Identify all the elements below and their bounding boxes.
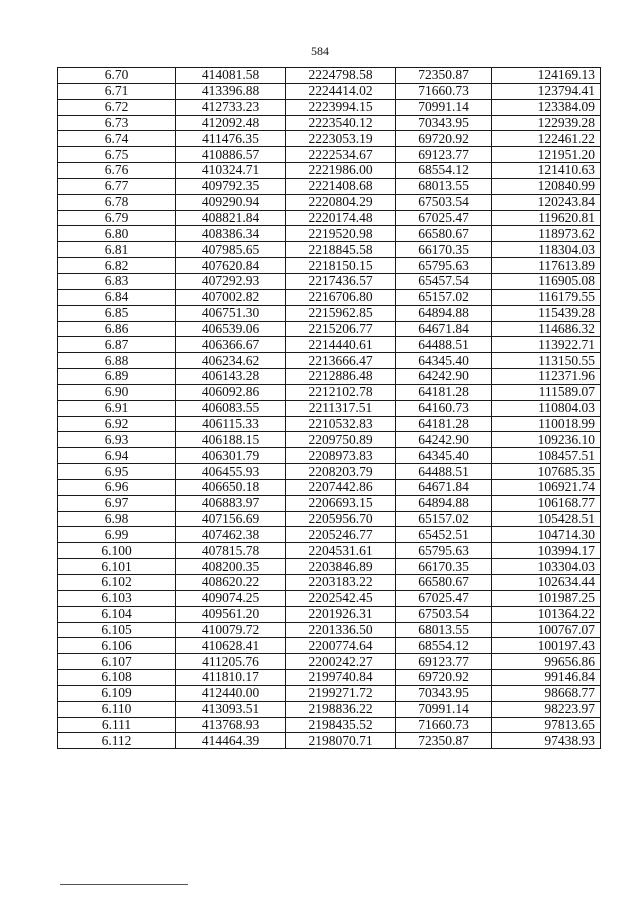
table-row	[58, 479, 601, 495]
x-value-cell: 406650.18	[176, 479, 286, 495]
dy-value-cell: 109236.10	[492, 432, 601, 448]
x-value-cell: 409792.35	[176, 178, 286, 194]
dy-value-cell: 118973.62	[492, 226, 601, 242]
row-id-cell: 6.89	[58, 369, 176, 385]
dx-value-cell: 64345.40	[396, 353, 492, 369]
dy-value-cell: 113150.55	[492, 353, 601, 369]
table-row	[58, 337, 601, 353]
table-row	[58, 670, 601, 686]
x-value-cell: 406301.79	[176, 448, 286, 464]
x-value-cell: 406883.97	[176, 495, 286, 511]
x-value-cell: 408620.22	[176, 575, 286, 591]
dx-value-cell: 65457.54	[396, 273, 492, 289]
dx-value-cell: 64345.40	[396, 448, 492, 464]
dx-value-cell: 64894.88	[396, 495, 492, 511]
dy-value-cell: 99146.84	[492, 670, 601, 686]
y-value-cell: 2200774.64	[286, 638, 396, 654]
row-id-cell: 6.88	[58, 353, 176, 369]
dx-value-cell: 64181.28	[396, 384, 492, 400]
table-row	[58, 606, 601, 622]
x-value-cell: 406115.33	[176, 416, 286, 432]
y-value-cell: 2212102.78	[286, 384, 396, 400]
y-value-cell: 2218845.58	[286, 242, 396, 258]
table-row	[58, 289, 601, 305]
table-body	[58, 68, 601, 749]
dy-value-cell: 108457.51	[492, 448, 601, 464]
dy-value-cell: 122461.22	[492, 131, 601, 147]
y-value-cell: 2215206.77	[286, 321, 396, 337]
y-value-cell: 2212886.48	[286, 369, 396, 385]
row-id-cell: 6.101	[58, 559, 176, 575]
table-row	[58, 321, 601, 337]
dx-value-cell: 68013.55	[396, 622, 492, 638]
y-value-cell: 2223540.12	[286, 115, 396, 131]
x-value-cell: 406083.55	[176, 400, 286, 416]
dx-value-cell: 72350.87	[396, 733, 492, 749]
x-value-cell: 409074.25	[176, 590, 286, 606]
row-id-cell: 6.112	[58, 733, 176, 749]
y-value-cell: 2198070.71	[286, 733, 396, 749]
table-row	[58, 654, 601, 670]
dx-value-cell: 67503.54	[396, 606, 492, 622]
dy-value-cell: 113922.71	[492, 337, 601, 353]
dy-value-cell: 103994.17	[492, 543, 601, 559]
dy-value-cell: 101987.25	[492, 590, 601, 606]
row-id-cell: 6.93	[58, 432, 176, 448]
x-value-cell: 411205.76	[176, 654, 286, 670]
dx-value-cell: 69720.92	[396, 670, 492, 686]
y-value-cell: 2203846.89	[286, 559, 396, 575]
x-value-cell: 406234.62	[176, 353, 286, 369]
x-value-cell: 409290.94	[176, 194, 286, 210]
y-value-cell: 2198836.22	[286, 701, 396, 717]
table-row	[58, 543, 601, 559]
row-id-cell: 6.76	[58, 163, 176, 179]
dy-value-cell: 103304.03	[492, 559, 601, 575]
dy-value-cell: 100197.43	[492, 638, 601, 654]
table-row	[58, 590, 601, 606]
dy-value-cell: 122939.28	[492, 115, 601, 131]
row-id-cell: 6.104	[58, 606, 176, 622]
dy-value-cell: 116905.08	[492, 273, 601, 289]
y-value-cell: 2199740.84	[286, 670, 396, 686]
table-row	[58, 464, 601, 480]
dx-value-cell: 66170.35	[396, 242, 492, 258]
dy-value-cell: 114686.32	[492, 321, 601, 337]
table-row	[58, 685, 601, 701]
table-row	[58, 384, 601, 400]
table-row	[58, 527, 601, 543]
dx-value-cell: 64488.51	[396, 337, 492, 353]
dy-value-cell: 104714.30	[492, 527, 601, 543]
row-id-cell: 6.97	[58, 495, 176, 511]
x-value-cell: 406751.30	[176, 305, 286, 321]
dy-value-cell: 116179.55	[492, 289, 601, 305]
table-row	[58, 242, 601, 258]
dy-value-cell: 119620.81	[492, 210, 601, 226]
dx-value-cell: 64671.84	[396, 321, 492, 337]
y-value-cell: 2201336.50	[286, 622, 396, 638]
dx-value-cell: 64894.88	[396, 305, 492, 321]
y-value-cell: 2214440.61	[286, 337, 396, 353]
dy-value-cell: 99656.86	[492, 654, 601, 670]
row-id-cell: 6.80	[58, 226, 176, 242]
x-value-cell: 408821.84	[176, 210, 286, 226]
x-value-cell: 414464.39	[176, 733, 286, 749]
page-number: 584	[311, 44, 329, 58]
dy-value-cell: 98668.77	[492, 685, 601, 701]
y-value-cell: 2200242.27	[286, 654, 396, 670]
dx-value-cell: 67503.54	[396, 194, 492, 210]
y-value-cell: 2223053.19	[286, 131, 396, 147]
x-value-cell: 410886.57	[176, 147, 286, 163]
y-value-cell: 2205246.77	[286, 527, 396, 543]
dy-value-cell: 123794.41	[492, 83, 601, 99]
dy-value-cell: 124169.13	[492, 68, 601, 84]
y-value-cell: 2218150.15	[286, 258, 396, 274]
row-id-cell: 6.99	[58, 527, 176, 543]
dx-value-cell: 67025.47	[396, 210, 492, 226]
row-id-cell: 6.108	[58, 670, 176, 686]
dx-value-cell: 68013.55	[396, 178, 492, 194]
dx-value-cell: 71660.73	[396, 717, 492, 733]
row-id-cell: 6.105	[58, 622, 176, 638]
y-value-cell: 2223994.15	[286, 99, 396, 115]
x-value-cell: 406188.15	[176, 432, 286, 448]
row-id-cell: 6.92	[58, 416, 176, 432]
row-id-cell: 6.77	[58, 178, 176, 194]
x-value-cell: 414081.58	[176, 68, 286, 84]
table-row	[58, 273, 601, 289]
y-value-cell: 2216706.80	[286, 289, 396, 305]
row-id-cell: 6.81	[58, 242, 176, 258]
x-value-cell: 411810.17	[176, 670, 286, 686]
row-id-cell: 6.96	[58, 479, 176, 495]
table-row	[58, 559, 601, 575]
x-value-cell: 406539.06	[176, 321, 286, 337]
dy-value-cell: 106921.74	[492, 479, 601, 495]
x-value-cell: 407002.82	[176, 289, 286, 305]
dy-value-cell: 101364.22	[492, 606, 601, 622]
table-row	[58, 432, 601, 448]
dy-value-cell: 106168.77	[492, 495, 601, 511]
dx-value-cell: 64242.90	[396, 432, 492, 448]
dx-value-cell: 70991.14	[396, 99, 492, 115]
dx-value-cell: 68554.12	[396, 638, 492, 654]
dy-value-cell: 100767.07	[492, 622, 601, 638]
dy-value-cell: 123384.09	[492, 99, 601, 115]
y-value-cell: 2205956.70	[286, 511, 396, 527]
row-id-cell: 6.75	[58, 147, 176, 163]
row-id-cell: 6.111	[58, 717, 176, 733]
dy-value-cell: 120243.84	[492, 194, 601, 210]
y-value-cell: 2224798.58	[286, 68, 396, 84]
x-value-cell: 409561.20	[176, 606, 286, 622]
row-id-cell: 6.109	[58, 685, 176, 701]
x-value-cell: 406455.93	[176, 464, 286, 480]
row-id-cell: 6.71	[58, 83, 176, 99]
dx-value-cell: 69123.77	[396, 147, 492, 163]
table-row	[58, 83, 601, 99]
dx-value-cell: 69720.92	[396, 131, 492, 147]
table-row	[58, 258, 601, 274]
y-value-cell: 2221408.68	[286, 178, 396, 194]
row-id-cell: 6.83	[58, 273, 176, 289]
table-row	[58, 622, 601, 638]
row-id-cell: 6.90	[58, 384, 176, 400]
y-value-cell: 2208973.83	[286, 448, 396, 464]
table-row	[58, 194, 601, 210]
table-row	[58, 99, 601, 115]
dy-value-cell: 98223.97	[492, 701, 601, 717]
y-value-cell: 2198435.52	[286, 717, 396, 733]
row-id-cell: 6.70	[58, 68, 176, 84]
y-value-cell: 2224414.02	[286, 83, 396, 99]
y-value-cell: 2215962.85	[286, 305, 396, 321]
dx-value-cell: 72350.87	[396, 68, 492, 84]
dx-value-cell: 65452.51	[396, 527, 492, 543]
dx-value-cell: 66170.35	[396, 559, 492, 575]
row-id-cell: 6.84	[58, 289, 176, 305]
x-value-cell: 413093.51	[176, 701, 286, 717]
dx-value-cell: 64242.90	[396, 369, 492, 385]
x-value-cell: 407815.78	[176, 543, 286, 559]
row-id-cell: 6.86	[58, 321, 176, 337]
dx-value-cell: 64181.28	[396, 416, 492, 432]
footnote-divider	[60, 884, 188, 885]
table-row	[58, 210, 601, 226]
x-value-cell: 406092.86	[176, 384, 286, 400]
row-id-cell: 6.94	[58, 448, 176, 464]
coordinate-table	[57, 67, 601, 749]
x-value-cell: 410628.41	[176, 638, 286, 654]
table-row	[58, 416, 601, 432]
y-value-cell: 2203183.22	[286, 575, 396, 591]
row-id-cell: 6.73	[58, 115, 176, 131]
dy-value-cell: 111589.07	[492, 384, 601, 400]
dx-value-cell: 71660.73	[396, 83, 492, 99]
table-row	[58, 115, 601, 131]
table-row	[58, 400, 601, 416]
dx-value-cell: 70343.95	[396, 685, 492, 701]
table-row	[58, 638, 601, 654]
y-value-cell: 2217436.57	[286, 273, 396, 289]
row-id-cell: 6.91	[58, 400, 176, 416]
dx-value-cell: 65157.02	[396, 289, 492, 305]
table-row	[58, 511, 601, 527]
y-value-cell: 2213666.47	[286, 353, 396, 369]
dy-value-cell: 117613.89	[492, 258, 601, 274]
x-value-cell: 407462.38	[176, 527, 286, 543]
x-value-cell: 407985.65	[176, 242, 286, 258]
table-row	[58, 369, 601, 385]
dx-value-cell: 67025.47	[396, 590, 492, 606]
row-id-cell: 6.107	[58, 654, 176, 670]
row-id-cell: 6.87	[58, 337, 176, 353]
dx-value-cell: 65795.63	[396, 543, 492, 559]
table-row	[58, 178, 601, 194]
row-id-cell: 6.85	[58, 305, 176, 321]
dx-value-cell: 66580.67	[396, 226, 492, 242]
dx-value-cell: 69123.77	[396, 654, 492, 670]
table-row	[58, 226, 601, 242]
row-id-cell: 6.72	[58, 99, 176, 115]
dx-value-cell: 65795.63	[396, 258, 492, 274]
y-value-cell: 2210532.83	[286, 416, 396, 432]
x-value-cell: 413768.93	[176, 717, 286, 733]
x-value-cell: 410079.72	[176, 622, 286, 638]
dy-value-cell: 107685.35	[492, 464, 601, 480]
y-value-cell: 2211317.51	[286, 400, 396, 416]
y-value-cell: 2221986.00	[286, 163, 396, 179]
dy-value-cell: 120840.99	[492, 178, 601, 194]
x-value-cell: 406143.28	[176, 369, 286, 385]
dy-value-cell: 121410.63	[492, 163, 601, 179]
table-row	[58, 717, 601, 733]
table-row	[58, 147, 601, 163]
x-value-cell: 407292.93	[176, 273, 286, 289]
dx-value-cell: 64671.84	[396, 479, 492, 495]
y-value-cell: 2209750.89	[286, 432, 396, 448]
dx-value-cell: 68554.12	[396, 163, 492, 179]
row-id-cell: 6.102	[58, 575, 176, 591]
dx-value-cell: 65157.02	[396, 511, 492, 527]
table-row	[58, 575, 601, 591]
y-value-cell: 2222534.67	[286, 147, 396, 163]
dx-value-cell: 70991.14	[396, 701, 492, 717]
dy-value-cell: 110018.99	[492, 416, 601, 432]
x-value-cell: 407620.84	[176, 258, 286, 274]
row-id-cell: 6.79	[58, 210, 176, 226]
y-value-cell: 2207442.86	[286, 479, 396, 495]
dy-value-cell: 97438.93	[492, 733, 601, 749]
dx-value-cell: 70343.95	[396, 115, 492, 131]
y-value-cell: 2201926.31	[286, 606, 396, 622]
row-id-cell: 6.95	[58, 464, 176, 480]
table-row	[58, 68, 601, 84]
y-value-cell: 2219520.98	[286, 226, 396, 242]
x-value-cell: 408386.34	[176, 226, 286, 242]
y-value-cell: 2199271.72	[286, 685, 396, 701]
table-row	[58, 131, 601, 147]
x-value-cell: 406366.67	[176, 337, 286, 353]
dy-value-cell: 121951.20	[492, 147, 601, 163]
x-value-cell: 408200.35	[176, 559, 286, 575]
x-value-cell: 412440.00	[176, 685, 286, 701]
row-id-cell: 6.103	[58, 590, 176, 606]
table-row	[58, 495, 601, 511]
row-id-cell: 6.100	[58, 543, 176, 559]
table-row	[58, 353, 601, 369]
row-id-cell: 6.98	[58, 511, 176, 527]
table-row	[58, 733, 601, 749]
x-value-cell: 410324.71	[176, 163, 286, 179]
dy-value-cell: 105428.51	[492, 511, 601, 527]
dy-value-cell: 102634.44	[492, 575, 601, 591]
row-id-cell: 6.82	[58, 258, 176, 274]
y-value-cell: 2204531.61	[286, 543, 396, 559]
x-value-cell: 407156.69	[176, 511, 286, 527]
table-row	[58, 305, 601, 321]
row-id-cell: 6.74	[58, 131, 176, 147]
dy-value-cell: 112371.96	[492, 369, 601, 385]
table-row	[58, 448, 601, 464]
table-row	[58, 163, 601, 179]
y-value-cell: 2220174.48	[286, 210, 396, 226]
x-value-cell: 413396.88	[176, 83, 286, 99]
x-value-cell: 412733.23	[176, 99, 286, 115]
y-value-cell: 2208203.79	[286, 464, 396, 480]
dy-value-cell: 97813.65	[492, 717, 601, 733]
x-value-cell: 411476.35	[176, 131, 286, 147]
row-id-cell: 6.106	[58, 638, 176, 654]
table-row	[58, 701, 601, 717]
dx-value-cell: 64160.73	[396, 400, 492, 416]
dy-value-cell: 110804.03	[492, 400, 601, 416]
row-id-cell: 6.110	[58, 701, 176, 717]
dx-value-cell: 64488.51	[396, 464, 492, 480]
x-value-cell: 412092.48	[176, 115, 286, 131]
dy-value-cell: 115439.28	[492, 305, 601, 321]
y-value-cell: 2202542.45	[286, 590, 396, 606]
row-id-cell: 6.78	[58, 194, 176, 210]
y-value-cell: 2206693.15	[286, 495, 396, 511]
y-value-cell: 2220804.29	[286, 194, 396, 210]
dy-value-cell: 118304.03	[492, 242, 601, 258]
dx-value-cell: 66580.67	[396, 575, 492, 591]
